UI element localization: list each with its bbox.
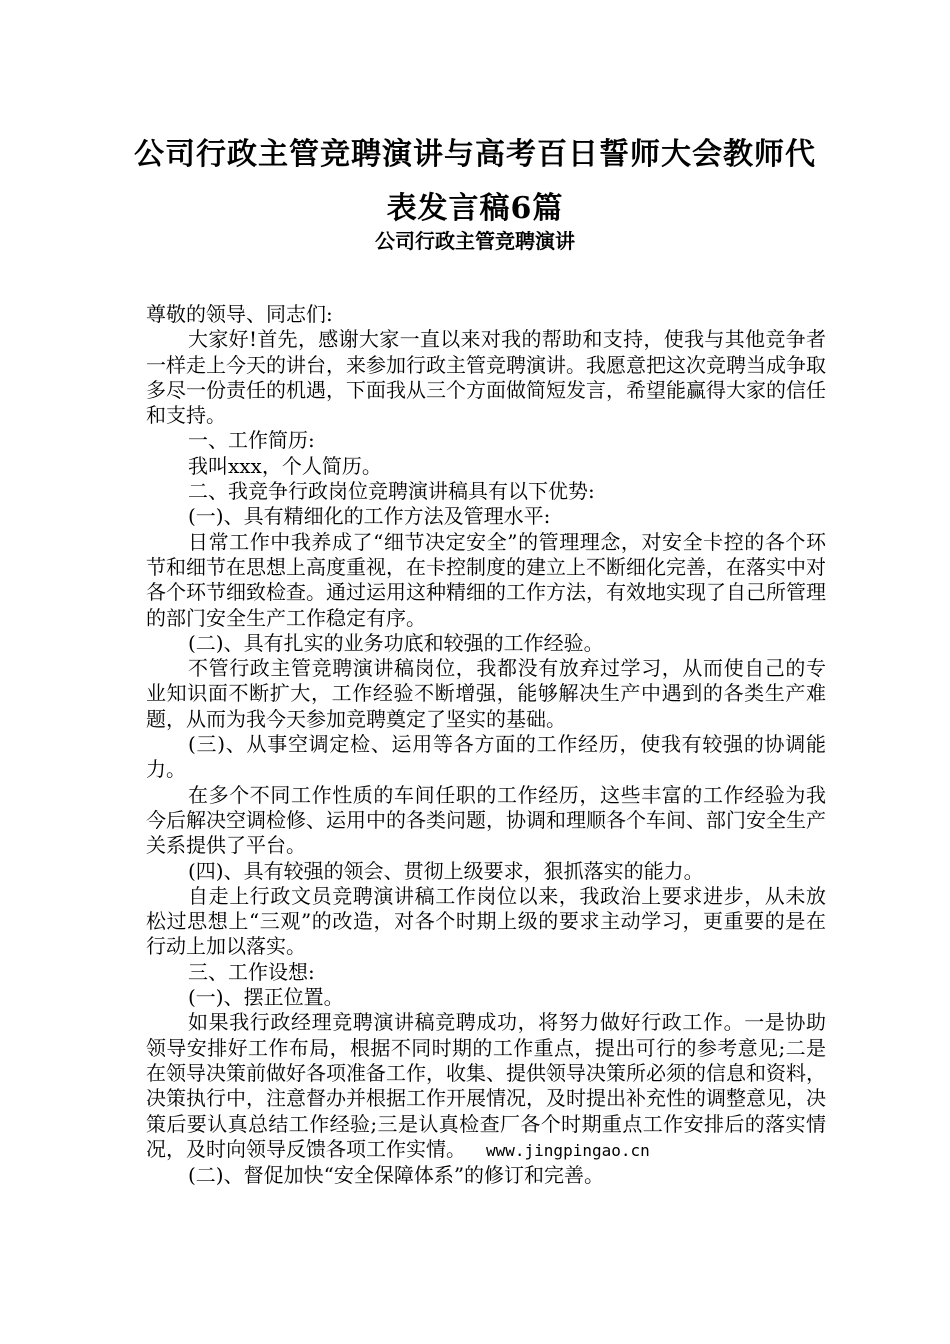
heading-work-plans: 三、工作设想: (188, 959, 315, 984)
paragraph: 在多个不同工作性质的车间任职的工作经历，这些丰富的工作经验为我今后解决空调检修、运用中的各类问题，协调和理顺各个车间、部门安全生产关系提供了平台。 (146, 782, 826, 858)
subheading: (三)、从事空调定检、运用等各方面的工作经历，使我有较强的协调能力。 (146, 732, 826, 782)
paragraph: 大家好!首先，感谢大家一直以来对我的帮助和支持，使我与其他竞争者一样走上今天的讲台，来参加行政主管竞聘演讲。我愿意把这次竞聘当成争取多尽一份责任的机遇，下面我从三个方面做简短发言，希望能赢得大家的信任和支持。 (146, 327, 826, 428)
salutation: 尊敬的领导、同志们: (146, 302, 333, 326)
heading-work-history: 一、工作简历: (188, 428, 315, 453)
subheading: (一)、摆正位置。 (188, 985, 344, 1010)
subheading: (四)、具有较强的领会、贯彻上级要求，狠抓落实的能力。 (188, 858, 704, 883)
paragraph-with-url (146, 1010, 826, 1163)
subheading: (二)、具有扎实的业务功底和较强的工作经验。 (188, 630, 604, 655)
document-title (100, 128, 850, 236)
paragraph: 自走上行政文员竞聘演讲稿工作岗位以来，我政治上要求进步，从未放松过思想上“三观”的改造，对各个时期上级的要求主动学习，更重要的是在行动上加以落实。 (146, 883, 826, 959)
subheading: (一)、具有精细化的工作方法及管理水平: (188, 504, 551, 529)
paragraph-text: 如果我行政经理竞聘演讲稿竞聘成功，将努力做好行政工作。一是协助领导安排好工作布局，根据不同时期的工作重点，提出可行的参考意见;二是在领导决策前做好各项准备工作，收集、提供领导决策所必须的信息和资料，决策执行中，注意督办并根据工作开展情况，及时提出补充性的调整意见，决策后要认真总结工作经验;三是认真检查厂各个时期重点工作安排后的落实情况，及时向领导反馈各项工作实情。 (146, 1010, 826, 1161)
paragraph: 不管行政主管竞聘演讲稿岗位，我都没有放弃过学习，从而使自己的专业知识面不断扩大，工作经验不断增强，能够解决生产中遇到的各类生产难题，从而为我今天参加竞聘奠定了坚实的基础。 (146, 656, 826, 731)
paragraph: 日常工作中我养成了“细节决定安全”的管理理念，对安全卡控的各个环节和细节在思想上高度重视，在卡控制度的建立上不断细化完善，在落实中对各个环节细致检查。通过运用这种精细的工作方法，有效地实现了自己所管理的部门安全生产工作稳定有序。 (146, 529, 826, 630)
heading-advantages: 二、我竞争行政岗位竞聘演讲稿具有以下优势: (188, 479, 595, 504)
paragraph: 我叫xxx，个人简历。 (188, 453, 382, 478)
document-title-line-1: 公司行政主管竞聘演讲与高考百日誓师大会教师代 (134, 137, 816, 172)
subheading: (二)、督促加快“安全保障体系”的修订和完善。 (188, 1163, 605, 1188)
section-title: 公司行政主管竞聘演讲 (375, 229, 575, 253)
watermark-url: www.jingpingao.cn (486, 1140, 650, 1160)
document-body (146, 302, 826, 1188)
document-title-line-2: 表发言稿6篇 (386, 191, 564, 226)
